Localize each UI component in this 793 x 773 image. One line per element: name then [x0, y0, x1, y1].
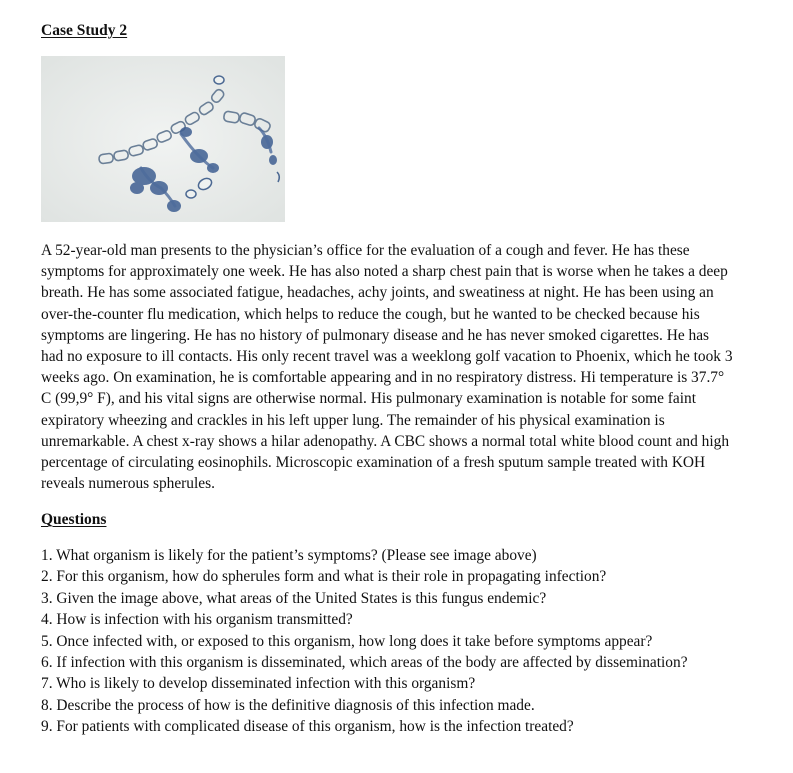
case-line: C (99,9° F), and his vital signs are otherwise normal. His pulmonary examination is notable for some faint	[41, 390, 697, 408]
case-line: breath. He has some associated fatigue, headaches, achy joints, and sweatiness at night. He has been using an	[41, 284, 714, 302]
case-line: symptoms for approximately one week. He has also noted a sharp chest pain that is worse when he takes a deep	[41, 263, 728, 281]
question-item: 6. If infection with this organism is disseminated, which areas of the body are affected by dissemination?	[41, 654, 688, 672]
question-item: 5. Once infected with, or exposed to this organism, how long does it take before symptoms appear?	[41, 632, 653, 650]
case-line: symptoms are lingering. He has no history of pulmonary disease and he has never smoked cigarettes. He has	[41, 326, 710, 344]
question-item: 7. Who is likely to develop disseminated infection with this organism?	[41, 675, 476, 693]
questions-list	[41, 545, 781, 738]
case-line: over-the-counter flu medication, which helps to reduce the cough, but he wanted to be checked because his	[41, 305, 700, 323]
question-item: 2. For this organism, how do spherules form and what is their role in propagating infection?	[41, 568, 607, 586]
question-item: 4. How is infection with his organism transmitted?	[41, 611, 353, 629]
question-item: 1. What organism is likely for the patient’s symptoms? (Please see image above)	[41, 547, 537, 564]
case-description	[41, 240, 781, 494]
case-line: A 52-year-old man presents to the physician’s office for the evaluation of a cough and fever. He has these	[41, 242, 690, 259]
fungal-hyphae-image	[41, 56, 285, 222]
case-line: weeks ago. On examination, he is comfortable appearing and in no respiratory distress. Hi temperature is 37.7°	[41, 369, 725, 387]
case-line: had no exposure to ill contacts. His only recent travel was a weeklong golf vacation to Phoenix, which he took 3	[41, 348, 733, 366]
question-item: 9. For patients with complicated disease of this organism, how is the infection treated?	[41, 718, 574, 736]
question-item: 8. Describe the process of how is the definitive diagnosis of this infection made.	[41, 696, 535, 714]
micrograph-figure	[41, 56, 285, 222]
case-study-title: Case Study 2	[41, 22, 128, 39]
case-line: percentage of circulating eosinophils. Microscopic examination of a fresh sputum sample treated with KOH	[41, 454, 706, 472]
case-line: unremarkable. A chest x-ray shows a hilar adenopathy. A CBC shows a normal total white blood count and high	[41, 432, 730, 450]
question-item: 3. Given the image above, what areas of the United States is this fungus endemic?	[41, 589, 547, 607]
case-line: reveals numerous spherules.	[41, 475, 215, 493]
case-line: expiratory wheezing and crackles in his left upper lung. The remainder of his physical examination is	[41, 411, 665, 429]
questions-heading: Questions	[41, 511, 107, 528]
